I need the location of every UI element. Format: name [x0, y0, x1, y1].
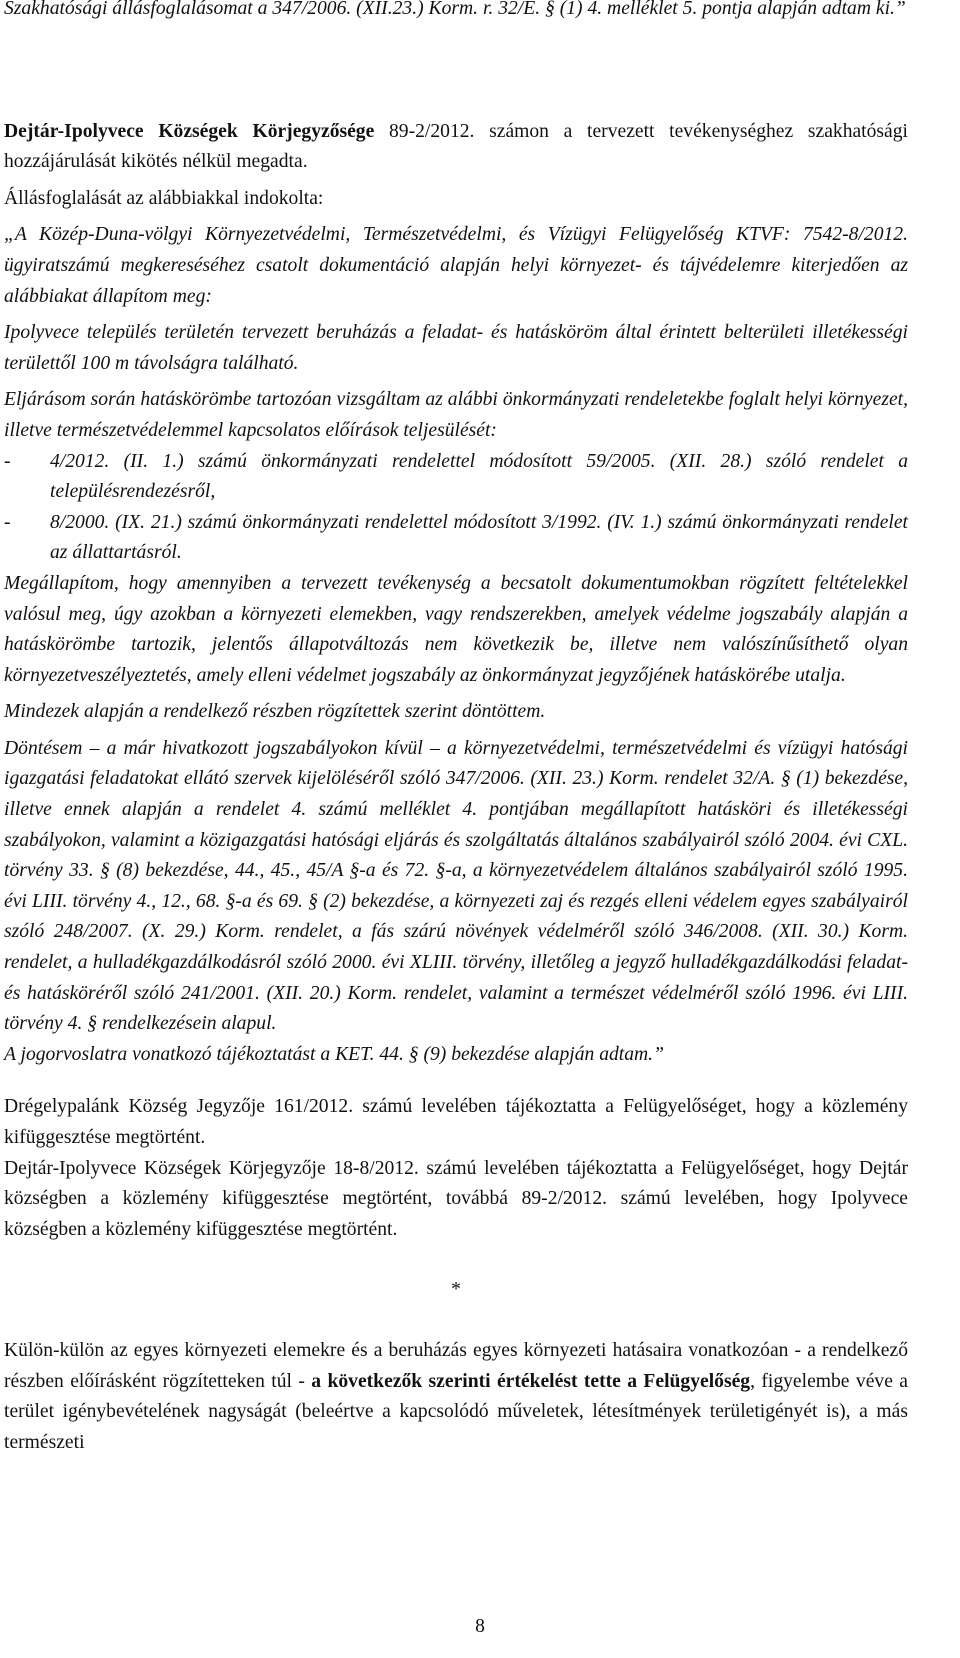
- dejtar-bold: Dejtár-Ipolyvece Községek Körjegyzősége: [4, 120, 375, 142]
- top-paragraph: Szakhatósági állásfoglalásomat a 347/2006. (XII.23.) Korm. r. 32/E. § (1) 4. melléklet 5. pontja alapján adtam ki.”: [4, 0, 906, 19]
- list-text: 4/2012. (II. 1.) számú önkormányzati rendelettel módosított 59/2005. (XII. 28.) szóló rendelet a településrendezésről,: [50, 450, 908, 503]
- final-paragraph: [4, 1336, 908, 1458]
- dejtar-jegyzo-paragraph: Dejtár-Ipolyvece Községek Körjegyzője 18-8/2012. számú levelében tájékoztatta a Felügyelőséget, hogy Dejtár községben a közlemény kifüggesztése megtörtént, továbbá 89-2/2012. számú levelében, hogy Ipolyvece községben a közlemény kifüggesztése megtörtént.: [4, 1157, 908, 1240]
- quote-paragraph-7: A jogorvoslatra vonatkozó tájékoztatást a KET. 44. § (9) bekezdése alapján adtam.”: [4, 1043, 664, 1065]
- list-dash: -: [4, 511, 11, 533]
- quote-paragraph-4: Megállapítom, hogy amennyiben a tervezett tevékenység a becsatolt dokumentumokban rögzített feltételekkel valósul meg, úgy azokban a környezeti elemekben, vagy rendszerekben, amelyek védelme jogszabály alapján a hatáskörömbe tartozik, jelentős állapotváltozás nem következik be, illetve nem valószínűsíthető olyan környezetveszélyeztetés, amely elleni védelmet jogszabály az önkormányzat jegyzőjének hatáskörébe utalja.: [4, 572, 908, 686]
- final-text-1: Külön-külön az egyes környezeti elemekre és a beruházás egyes környezeti hatásaira vonatkozóan - a rendelkező részben előírásként rögzítetteken túl -: [4, 1339, 908, 1392]
- reason-intro: Állásfoglalását az alábbiakkal indokolta:: [4, 187, 324, 209]
- quote-paragraph-3: Eljárásom során hatáskörömbe tartozóan vizsgáltam az alábbi önkormányzati rendeletekbe foglalt helyi környezet, illetve természetvédelemmel kapcsolatos előírások teljesülését:: [4, 389, 908, 441]
- dejtar-rest: 89-2/2012. számon a tervezett tevékenységhez szakhatósági hozzájárulását kikötés nélkül megadta.: [4, 120, 908, 173]
- page-number: 8: [475, 1616, 485, 1637]
- list-item: [4, 447, 908, 508]
- quote-paragraph-6: Döntésem – a már hivatkozott jogszabályokon kívül – a környezetvédelmi, természetvédelmi és vízügyi hatósági igazgatási feladatokat ellátó szervek kijelöléséről szóló 347/2006. (XII. 23.) Korm. rendelet 32/A. § (1) bekezdése, illetve ennek alapján a rendelet 4. számú melléklet 4. pontjában megállapított hatásköri és illetékességi szabályokon, valamint a közigazgatási hatósági eljárás és szolgáltatás általános szabályairól szóló 2004. évi CXL. törvény 33. § (8) bekezdése, 44., 45., 45/A §-a és 72. §-a, a környezetvédelem általános szabályairól szóló 1995. évi LIII. törvény 4., 12., 68. §-a és 69. § (2) bekezdése, a környezeti zaj és rezgés elleni védelem egyes szabályairól szóló 248/2007. (X. 29.) Korm. rendelet, a fás szárú növények védelméről szóló 346/2008. (XII. 30.) Korm. rendelet, a hulladékgazdálkodásról szóló 2000. évi XLIII. törvény, illetőleg a jegyző hulladékgazdálkodási feladat- és hatásköréről szóló 241/2001. (XII. 20.) Korm. rendelet, valamint a természet védelméről szóló 1996. évi LIII. törvény 4. § rendelkezésein alapul.: [4, 737, 908, 1035]
- quote-paragraph-2: Ipolyvece település területén tervezett beruházás a feladat- és hatásköröm által érintett belterületi illetékességi területtől 100 m távolságra található.: [4, 322, 908, 374]
- section-separator-asterisk: *: [451, 1279, 461, 1301]
- quote-paragraph-5: Mindezek alapján a rendelkező részben rögzítettek szerint döntöttem.: [4, 701, 546, 723]
- list-text: 8/2000. (IX. 21.) számú önkormányzati rendelettel módosított 3/1992. (IV. 1.) számú önkormányzati rendelet az állattartásról.: [50, 511, 908, 564]
- quote-paragraph-1: „A Közép-Duna-völgyi Környezetvédelmi, Természetvédelmi, és Vízügyi Felügyelőség KTVF: 7542-8/2012. ügyiratszámú megkereséséhez csatolt dokumentáció alapján helyi környezet- és tájvédelemre kiterjedően az alábbiakat állapítom meg:: [4, 224, 908, 307]
- dregely-paragraph: Drégelypalánk Község Jegyzője 161/2012. számú levelében tájékoztatta a Felügyelőséget, hogy a közlemény kifüggesztése megtörtént.: [4, 1096, 908, 1148]
- final-text-2: , figyelembe véve a terület igénybevételének nagyságát (beleértve a kapcsolódó műveletek, létesítmények területigényét is), a más természeti: [4, 1370, 908, 1453]
- list-dash: -: [4, 450, 11, 472]
- list-item: [4, 508, 908, 569]
- dejtar-paragraph: [4, 117, 908, 178]
- document-page: [4, 0, 908, 1458]
- final-bold: a következők szerinti értékelést tette a Felügyelőség: [311, 1370, 751, 1392]
